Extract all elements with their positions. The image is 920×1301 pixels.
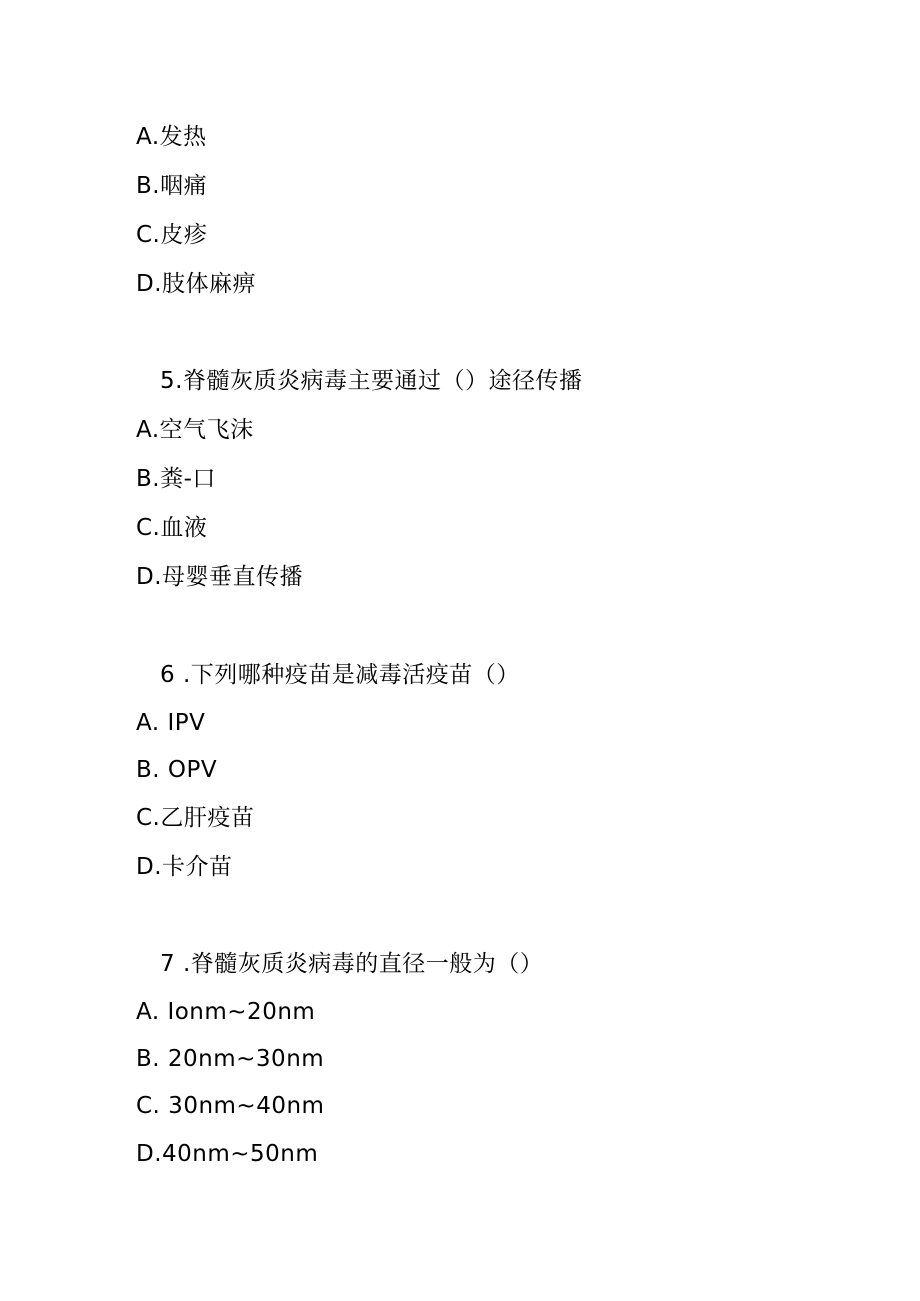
question-5-stem: 5.脊髓灰质炎病毒主要通过（）途径传播 xyxy=(160,368,583,394)
option-5c: C.血液 xyxy=(136,515,208,541)
question-6-stem: 6 .下列哪种疫苗是减毒活疫苗（） xyxy=(160,662,520,688)
option-4d: D.肢体麻痹 xyxy=(136,271,257,297)
option-5b: B.粪-口 xyxy=(136,466,216,492)
option-7d: D.40nm~50nm xyxy=(136,1141,319,1167)
question-7-stem: 7 .脊髓灰质炎病毒的直径一般为（） xyxy=(160,951,544,977)
option-6a: A. IPV xyxy=(136,710,206,736)
option-6b: B. OPV xyxy=(136,757,218,783)
option-6c: C.乙肝疫苗 xyxy=(136,805,255,831)
option-7c: C. 30nm~40nm xyxy=(136,1093,325,1119)
option-5d: D.母婴垂直传播 xyxy=(136,564,304,590)
option-4c: C.皮疹 xyxy=(136,222,208,248)
option-7b: B. 20nm~30nm xyxy=(136,1046,325,1072)
option-6d: D.卡介苗 xyxy=(136,854,233,880)
option-7a: A. Ionm~20nm xyxy=(136,999,316,1025)
option-4b: B.咽痛 xyxy=(136,173,208,199)
option-4a: A.发热 xyxy=(136,124,207,150)
option-5a: A.空气飞沫 xyxy=(136,417,254,443)
